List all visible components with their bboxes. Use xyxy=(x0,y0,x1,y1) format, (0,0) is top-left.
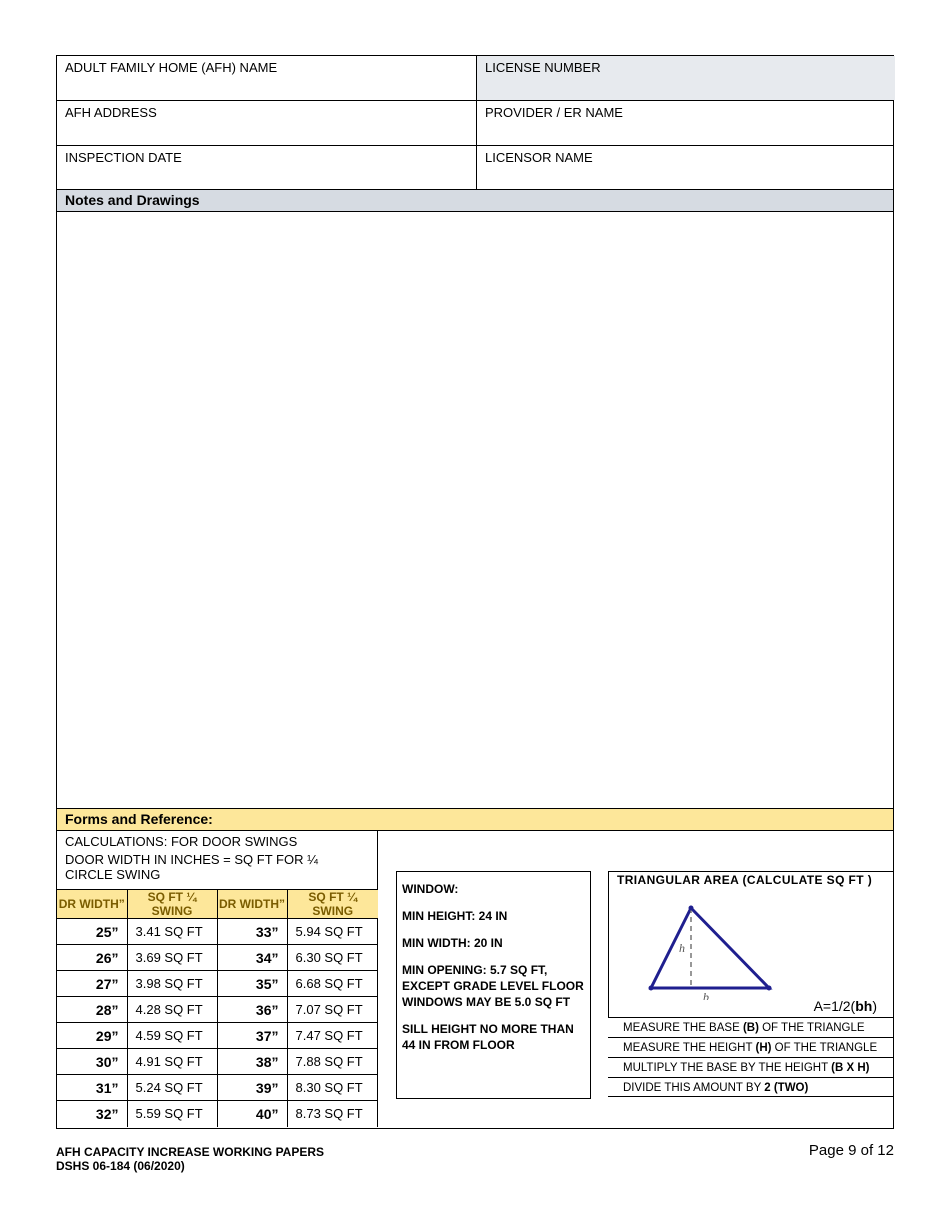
door-width-cell: 30” xyxy=(57,1049,127,1075)
window-requirements-box xyxy=(396,871,591,1099)
column-header: DR WIDTH” xyxy=(217,890,287,919)
afh-name-label: ADULT FAMILY HOME (AFH) NAME xyxy=(65,60,278,75)
swing-area-cell: 3.69 SQ FT xyxy=(127,945,217,971)
door-width-cell: 35” xyxy=(217,971,287,997)
triangle-vertex-left xyxy=(649,986,654,991)
door-width-cell: 26” xyxy=(57,945,127,971)
provider-name-label: PROVIDER / ER NAME xyxy=(485,105,623,120)
swing-area-cell: 5.59 SQ FT xyxy=(127,1101,217,1127)
table-row xyxy=(57,919,378,945)
triangle-vertex-right xyxy=(767,986,772,991)
swing-area-cell: 5.94 SQ FT xyxy=(287,919,378,945)
swing-area-cell: 5.24 SQ FT xyxy=(127,1075,217,1101)
door-width-cell: 28” xyxy=(57,997,127,1023)
triangle-area-formula: A=1/2(bh) xyxy=(813,998,877,1014)
swing-area-cell: 7.88 SQ FT xyxy=(287,1049,378,1075)
swing-area-cell: 6.30 SQ FT xyxy=(287,945,378,971)
window-title: WINDOW: xyxy=(402,882,459,896)
window-min-width: MIN WIDTH: 20 IN xyxy=(402,936,503,950)
triangle-base-label: b xyxy=(703,990,709,1000)
form-frame xyxy=(56,55,894,1129)
triangle-step: MEASURE THE HEIGHT (H) OF THE TRIANGLE xyxy=(608,1037,894,1057)
header-row-2 xyxy=(57,101,893,146)
inspection-date-field[interactable] xyxy=(57,146,476,189)
table-row xyxy=(57,997,378,1023)
triangle-vertex-top xyxy=(689,906,694,911)
calc-formula: DOOR WIDTH IN INCHES = SQ FT FOR ¼ CIRCLE SWING xyxy=(65,852,318,882)
afh-address-field[interactable] xyxy=(57,101,476,145)
table-row xyxy=(57,971,378,997)
triangle-step: MEASURE THE BASE (B) OF THE TRIANGLE xyxy=(608,1017,894,1037)
header-row-3 xyxy=(57,146,893,190)
door-swing-calculations xyxy=(57,831,378,1127)
door-width-cell: 34” xyxy=(217,945,287,971)
footer-form-info xyxy=(56,1145,324,1173)
triangle-title: TRIANGULAR AREA (CALCULATE SQ FT ) xyxy=(617,873,873,887)
provider-name-field[interactable] xyxy=(476,101,895,145)
triangle-diagram xyxy=(639,900,779,1000)
swing-area-cell: 4.59 SQ FT xyxy=(127,1023,217,1049)
triangle-step: DIVIDE THIS AMOUNT BY 2 (TWO) xyxy=(608,1077,894,1097)
table-row xyxy=(57,1049,378,1075)
licensor-name-label: LICENSOR NAME xyxy=(485,150,593,165)
door-width-cell: 37” xyxy=(217,1023,287,1049)
header-row-1 xyxy=(57,56,893,101)
column-header: SQ FT ¼ SWING xyxy=(287,890,378,919)
window-min-opening: MIN OPENING: 5.7 SQ FT, EXCEPT GRADE LEVEL FLOOR WINDOWS MAY BE 5.0 SQ FT xyxy=(402,963,584,1009)
triangle-steps xyxy=(608,1017,894,1097)
table-row xyxy=(57,1101,378,1127)
triangle-diagram-panel xyxy=(608,871,894,1017)
swing-area-cell: 4.28 SQ FT xyxy=(127,997,217,1023)
license-number-field[interactable] xyxy=(476,56,895,100)
swing-area-cell: 4.91 SQ FT xyxy=(127,1049,217,1075)
swing-area-cell: 3.41 SQ FT xyxy=(127,919,217,945)
door-width-cell: 33” xyxy=(217,919,287,945)
door-width-cell: 29” xyxy=(57,1023,127,1049)
calc-title: CALCULATIONS: FOR DOOR SWINGS xyxy=(65,834,298,849)
door-width-cell: 31” xyxy=(57,1075,127,1101)
swing-area-cell: 7.07 SQ FT xyxy=(287,997,378,1023)
window-sill-height: SILL HEIGHT NO MORE THAN 44 IN FROM FLOOR xyxy=(402,1022,574,1052)
swing-area-cell: 8.73 SQ FT xyxy=(287,1101,378,1127)
footer-form-number: DSHS 06-184 (06/2020) xyxy=(56,1159,185,1173)
door-width-cell: 32” xyxy=(57,1101,127,1127)
table-row xyxy=(57,1023,378,1049)
swing-area-cell: 3.98 SQ FT xyxy=(127,971,217,997)
swing-area-cell: 8.30 SQ FT xyxy=(287,1075,378,1101)
swing-area-cell: 7.47 SQ FT xyxy=(287,1023,378,1049)
notes-section-title: Notes and Drawings xyxy=(57,190,893,212)
afh-name-field[interactable] xyxy=(57,56,476,100)
door-width-cell: 25” xyxy=(57,919,127,945)
triangle-height-label: h xyxy=(679,941,685,955)
forms-reference-body xyxy=(57,831,893,1128)
door-width-cell: 39” xyxy=(217,1075,287,1101)
swing-area-cell: 6.68 SQ FT xyxy=(287,971,378,997)
table-row xyxy=(57,1075,378,1101)
licensor-name-field[interactable] xyxy=(476,146,895,189)
triangle-shape xyxy=(651,908,769,988)
column-header: SQ FT ¼ SWING xyxy=(127,890,217,919)
afh-address-label: AFH ADDRESS xyxy=(65,105,157,120)
door-width-cell: 27” xyxy=(57,971,127,997)
license-number-label: LICENSE NUMBER xyxy=(485,60,601,75)
table-header-row xyxy=(57,890,378,919)
door-width-cell: 40” xyxy=(217,1101,287,1127)
forms-section-title: Forms and Reference: xyxy=(57,809,893,831)
triangular-area-box xyxy=(608,871,894,1099)
door-width-cell: 36” xyxy=(217,997,287,1023)
notes-drawing-area[interactable] xyxy=(57,212,893,809)
door-swing-table xyxy=(57,889,378,1127)
inspection-date-label: INSPECTION DATE xyxy=(65,150,182,165)
column-header: DR WIDTH” xyxy=(57,890,127,919)
footer-title: AFH CAPACITY INCREASE WORKING PAPERS xyxy=(56,1145,325,1159)
window-min-height: MIN HEIGHT: 24 IN xyxy=(402,909,508,923)
page-number: Page 9 of 12 xyxy=(808,1142,894,1159)
triangle-step: MULTIPLY THE BASE BY THE HEIGHT (B X H) xyxy=(608,1057,894,1077)
table-row xyxy=(57,945,378,971)
door-width-cell: 38” xyxy=(217,1049,287,1075)
